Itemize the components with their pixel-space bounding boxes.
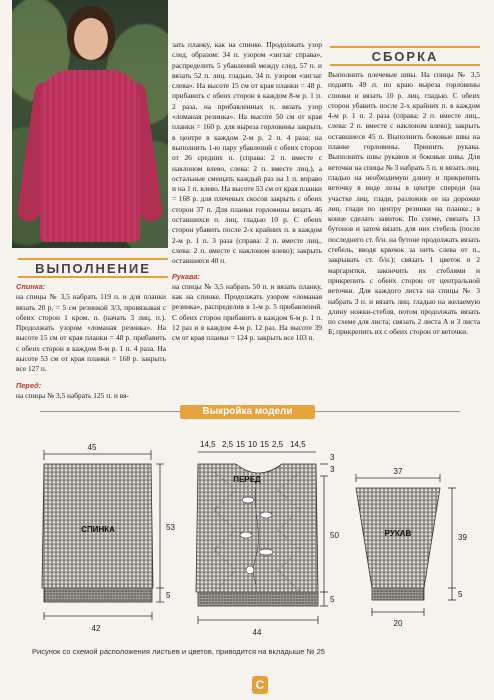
assembly-heading: СБОРКА <box>330 46 480 66</box>
sleeve-label: Рукава: <box>172 271 200 281</box>
back-height: 53 <box>166 523 175 532</box>
back-band: 5 <box>166 591 171 600</box>
front-neck-depth: 3 <box>330 453 335 462</box>
front-label: ПЕРЕД <box>233 475 261 484</box>
column-3 <box>328 70 480 338</box>
front-label: Перед: <box>16 380 42 390</box>
back-piece <box>42 450 164 620</box>
sleeve-width-top: 37 <box>393 467 403 476</box>
sleeve-height: 39 <box>458 533 467 542</box>
back-width-top: 45 <box>87 443 97 452</box>
page-badge: С <box>252 676 268 694</box>
sleeve-piece <box>356 474 456 616</box>
front-width-bottom: 44 <box>252 628 262 637</box>
execution-heading: ВЫПОЛНЕНИЕ <box>18 258 168 278</box>
sleeve-band: 5 <box>458 590 463 599</box>
front-neck-dim-3: 15 <box>236 440 245 449</box>
sleeve-text: на спицы № 3,5 набрать 50 п. и вязать планку, как на спинке. Продолжать узором «ломаная резинка», распределив в 1-м р. 5 прибавлений. С обеих сторон прибавить в каждом 6-м р. 1 п. 12 раз и в каждом 4-м р. 12 раз. На высоте 39 см от края планки = 124 р. закрыть все 103 п. <box>172 281 322 343</box>
col2-text: зать планку, как на спинке. Продолжать узор след. образом: 34 п. узором «зигзаг справа», распределить 5 убавлений между след. 57 п. и вязать 52 п. лиц. гладью, 34 п. узором «зигзаг слева». На высоте 15 см от края планки = 48 р. прибавить с обеих сторон в каждом 8-м р. 1 п. 2 раза, на прибавленных п. вязать узор «ломаная резинка». На высоте 50 см от края планки = 160 р. для выреза горловины закрыть в центре в каждом 2-м р. 2 п. 4 раза; на выполнить 1-ю пару убавлений с обеих сторон от 26 средних п. (справа: 2 п. вместе с наклоном влево, слева: 2 п. вместе лиц.), а остальные смещать каждый раз на 1 п. вправо и на 1 п. влево. На высоте 53 см от края планки = 168 р. для плечевых скосов закрыть с обеих сторон 37 п. Для планки горловины вязать 46 оставшихся п. лиц. гладью 10 р. С обеих сторон убавить после 2-х крайних п. в каждом 2-м р. 1 п. 3 раза (справа: 2 п. вместе лиц., слева: 2 п. вместе с наклоном влево); закрыть оставшиеся 40 п. <box>172 40 322 266</box>
back-label: Спинка: <box>16 282 46 291</box>
diagram-title: Выкройка модели <box>180 405 315 419</box>
caption: Рисунок со схемой расположения листьев и цветов, приводится на вкладыше № 25 <box>32 647 325 656</box>
front-neck-dim-7: 14,5 <box>290 440 306 449</box>
front-neck-dim-2: 2,5 <box>222 440 234 449</box>
front-neck-depth-2: 3 <box>330 465 335 474</box>
front-text: на спицы № 3,5 набрать 125 п. и вя- <box>16 390 129 400</box>
front-neck-dim-6: 2,5 <box>272 440 284 449</box>
front-piece <box>196 452 328 624</box>
front-band: 5 <box>330 595 335 604</box>
front-neck-dim-5: 15 <box>260 440 269 449</box>
model-photo <box>12 0 168 248</box>
column-2 <box>172 40 322 344</box>
front-height: 50 <box>330 531 339 540</box>
column-1 <box>16 282 166 401</box>
front-neck-dim-4: 10 <box>248 440 257 449</box>
back-text: на спицы № 3,5 набрать 119 п. и для планки вязать 20 р. = 5 см резинкой 3/3, провязывая с обеих сторон 1 кром. п. (начать 3 лиц. п.). Продолжать узором «ломаная резинка». На высоте 15 см от края планки = 48 р. прибавить с обеих сторон в каждом 8-м р. 1 п. 4 раза. На высоте 53 см от края планки = 168 р. закрыть все 127 п. <box>16 292 166 374</box>
pattern-diagram <box>0 420 494 648</box>
sleeve-width-bottom: 20 <box>393 619 403 628</box>
back-width-bottom: 42 <box>91 624 101 633</box>
sleeve-label: РУКАВ <box>384 529 412 538</box>
front-neck-dim-1: 14,5 <box>200 440 216 449</box>
back-label: СПИНКА <box>81 525 115 534</box>
assembly-text: Выполнить плечевые швы. На спицы № 3,5 поднять 49 п. по краю выреза горловины спинки и вязать 10 р. лиц. гладью. С обеих сторон убавить после 2-х крайних п. в каждом 4-м р. 1 п. 2 раза (справа: 2 п. вместе лиц., слева: 2 п. вместе с наклоном влево); закрыть оставшиеся 45 п. Выполнить боковые швы на планке горловины. Пришить рукава. Выполнить швы рукавов и боковые швы. Для веточки на спицы № 3 набрать 5 п. и вязать лиц. гладью на необходимую длину и прикрепить веточку в виде лозы в центре спереди (на участке лиц. глади, разложив ее на дорожке лиц. глади по центру резинки на планке.; в конце сделать завиток. По схеме, связать 13 бутонов и затем вязать для них стебель (после последнего ст. б/н. на бутоне продолжать вязать стебель, вводя крючок за нить слева от п., закрывать ст. б/н.); связать 1 цветок и 2 маргаритки, закончить их стеблями и прикрепить с обеих сторон от центральной веточки. Для каждого листа на спицы № 3 набрать 3 п. и вязать лиц. гладью на желаемую длину ножки-стебля, потом продолжать вязать по схеме для листа; связать 2 листа А и 3 листа Б; прикрепить их с обеих сторон от веточки. <box>328 70 480 337</box>
